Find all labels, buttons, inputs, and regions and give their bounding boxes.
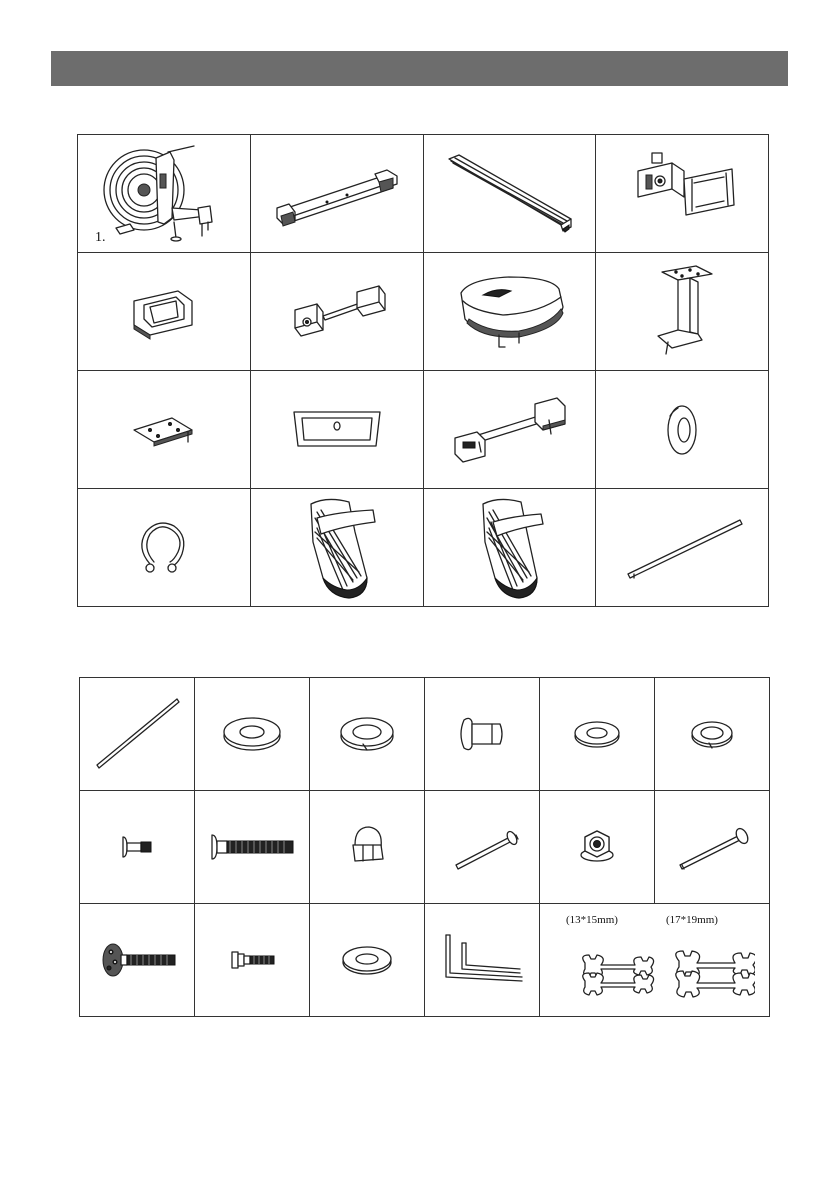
long-bolt-icon	[202, 827, 302, 867]
wrench-size-label-2: (17*19mm)	[666, 914, 718, 926]
seat-icon	[439, 267, 579, 357]
section-header-bar	[51, 51, 788, 86]
rowing-machine-main-frame-icon	[94, 138, 234, 250]
curved-washer-icon	[327, 930, 407, 990]
long-axle-pin-icon	[662, 817, 762, 877]
hardware-cell-15	[310, 904, 425, 1017]
part-cell-5	[78, 253, 251, 371]
hardware-cell-3	[310, 678, 425, 791]
hardware-cell-12	[655, 791, 770, 904]
part-cell-1	[78, 135, 251, 253]
hardware-cell-11	[540, 791, 655, 904]
hardware-cell-8	[195, 791, 310, 904]
hardware-cell-5	[540, 678, 655, 791]
part-cell-15	[423, 489, 596, 607]
small-spring-washer-icon	[672, 704, 752, 764]
parts-table	[77, 134, 769, 607]
rail-bracket-icon	[612, 149, 752, 239]
hardware-cell-13	[80, 904, 195, 1017]
hardware-cell-16	[425, 904, 540, 1017]
knob-bolt-icon	[87, 930, 187, 990]
part-cell-14	[250, 489, 423, 607]
part-number-label: 1.	[95, 230, 106, 245]
hardware-cell-1	[80, 678, 195, 791]
end-cap-icon	[114, 277, 214, 347]
axle-pin-icon	[432, 817, 532, 877]
washer-icon	[642, 390, 722, 470]
hardware-cell-6	[655, 678, 770, 791]
hardware-table	[79, 677, 770, 1017]
rail-end-cap-icon	[282, 400, 392, 460]
circlip-icon	[124, 508, 204, 588]
flat-washer-icon	[557, 704, 637, 764]
wrenches-icon	[555, 929, 755, 1009]
part-cell-13	[78, 489, 251, 607]
rod-icon	[612, 508, 752, 588]
part-cell-8	[596, 253, 769, 371]
large-flat-washer-icon	[212, 704, 292, 764]
hardware-cell-17	[540, 904, 770, 1017]
part-cell-3	[423, 135, 596, 253]
flange-nut-icon	[567, 817, 627, 877]
spring-washer-icon	[327, 704, 407, 764]
part-cell-11	[423, 371, 596, 489]
hardware-cell-4	[425, 678, 540, 791]
part-cell-12	[596, 371, 769, 489]
long-rod-icon	[87, 689, 187, 779]
hex-flange-bolt-icon	[212, 940, 292, 980]
right-pedal-icon	[459, 492, 559, 604]
hardware-cell-7	[80, 791, 195, 904]
hardware-cell-14	[195, 904, 310, 1017]
short-bolt-icon	[97, 827, 177, 867]
seat-support-bracket-icon	[612, 262, 752, 362]
seat-roller-axle-icon	[267, 272, 407, 352]
part-cell-2	[250, 135, 423, 253]
part-cell-9	[78, 371, 251, 489]
allen-keys-icon	[432, 925, 532, 995]
hardware-cell-9	[310, 791, 425, 904]
plate-bracket-icon	[114, 400, 214, 460]
hardware-cell-2	[195, 678, 310, 791]
hardware-cell-10	[425, 791, 540, 904]
part-cell-6	[250, 253, 423, 371]
part-cell-7	[423, 253, 596, 371]
front-stabilizer-icon	[267, 154, 407, 234]
cap-bolt-icon	[442, 704, 522, 764]
left-pedal-icon	[287, 492, 387, 604]
wrench-size-label-1: (13*15mm)	[566, 914, 618, 926]
part-cell-4	[596, 135, 769, 253]
slide-rail-icon	[439, 149, 579, 239]
rear-stabilizer-icon	[439, 390, 579, 470]
acorn-nut-icon	[337, 817, 397, 877]
part-cell-16	[596, 489, 769, 607]
part-cell-10	[250, 371, 423, 489]
